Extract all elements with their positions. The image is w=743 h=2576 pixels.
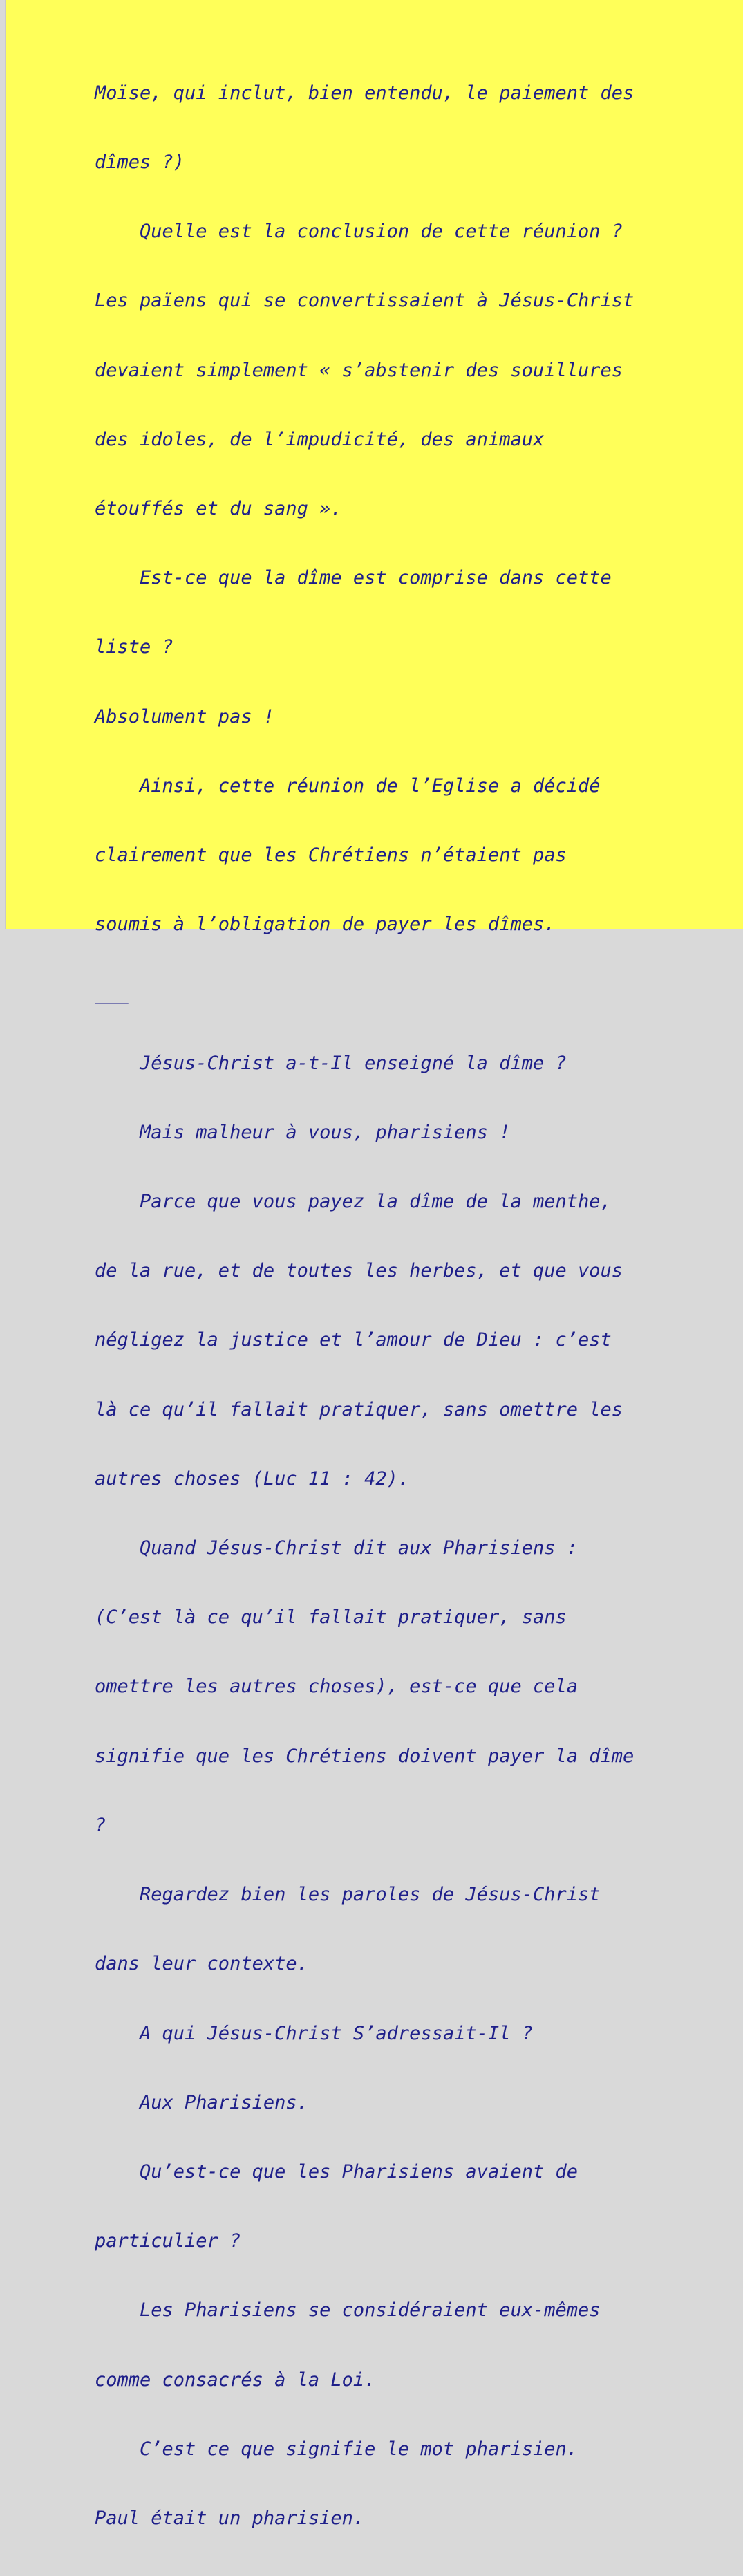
text-line: Paul était un pharisien. [95, 2507, 365, 2529]
text-line: Mais malheur à vous, pharisiens ! [95, 1121, 511, 1143]
text-line: Qu’est-ce que les Pharisiens avaient de [95, 2160, 578, 2183]
text-line: Ainsi, cette réunion de l’Eglise a décidé [95, 775, 601, 797]
text-line: Moïse, qui inclut, bien entendu, le paiement des [95, 82, 634, 104]
section-separator: ___ [95, 983, 129, 1005]
text-line: Quelle est la conclusion de cette réunion ? [95, 221, 623, 243]
text-line: Aux Pharisiens. [95, 2091, 308, 2113]
text-line: A qui Jésus-Christ S’adressait-Il ? [95, 2022, 533, 2044]
text-line: comme consacrés à la Loi. [95, 2369, 376, 2391]
text-line: (C’est là ce qu’il fallait pratiquer, sans [95, 1606, 567, 1629]
text-line: signifie que les Chrétiens doivent payer la dîme [95, 1745, 634, 1767]
text-line: Les païens qui se convertissaient à Jésus-Christ [95, 290, 634, 312]
text-line: Quand Jésus-Christ dit aux Pharisiens : [95, 1537, 578, 1559]
text-line: liste ? [95, 636, 173, 658]
document-page [5, 0, 743, 2529]
text-line: Regardez bien les paroles de Jésus-Christ [95, 1884, 601, 1906]
text-line: dîmes ?) [95, 151, 185, 174]
text-line: omettre les autres choses), est-ce que cela [95, 1676, 578, 1698]
text-line: négligez la justice et l’amour de Dieu : c’est [95, 1329, 612, 1351]
text-line: autres choses (Luc 11 : 42). [95, 1467, 410, 1490]
text-line: Absolument pas ! [95, 705, 275, 728]
document-text [95, 35, 703, 2576]
text-line: Est-ce que la dîme est comprise dans cette [95, 567, 612, 589]
text-line: dans leur contexte. [95, 1953, 308, 1975]
text-line: ? [95, 1814, 106, 1836]
text-line: C’est ce que signifie le mot pharisien. [95, 2438, 578, 2460]
text-line: étouffés et du sang ». [95, 498, 342, 520]
text-line: Parce que vous payez la dîme de la menthe, [95, 1191, 612, 1213]
text-line: soumis à l’obligation de payer les dîmes. [95, 914, 556, 936]
text-line: clairement que les Chrétiens n’étaient pas [95, 844, 567, 867]
text-line: particulier ? [95, 2230, 241, 2252]
text-line: des idoles, de l’impudicité, des animaux [95, 428, 545, 450]
text-line: devaient simplement « s’abstenir des souillures [95, 359, 623, 381]
text-line: Les Pharisiens se considéraient eux-mêmes [95, 2299, 601, 2322]
text-line: là ce qu’il fallait pratiquer, sans omettre les [95, 1398, 623, 1420]
text-line: Jésus-Christ a-t-Il enseigné la dîme ? [95, 1052, 567, 1074]
text-line: de la rue, et de toutes les herbes, et que vous [95, 1260, 623, 1282]
